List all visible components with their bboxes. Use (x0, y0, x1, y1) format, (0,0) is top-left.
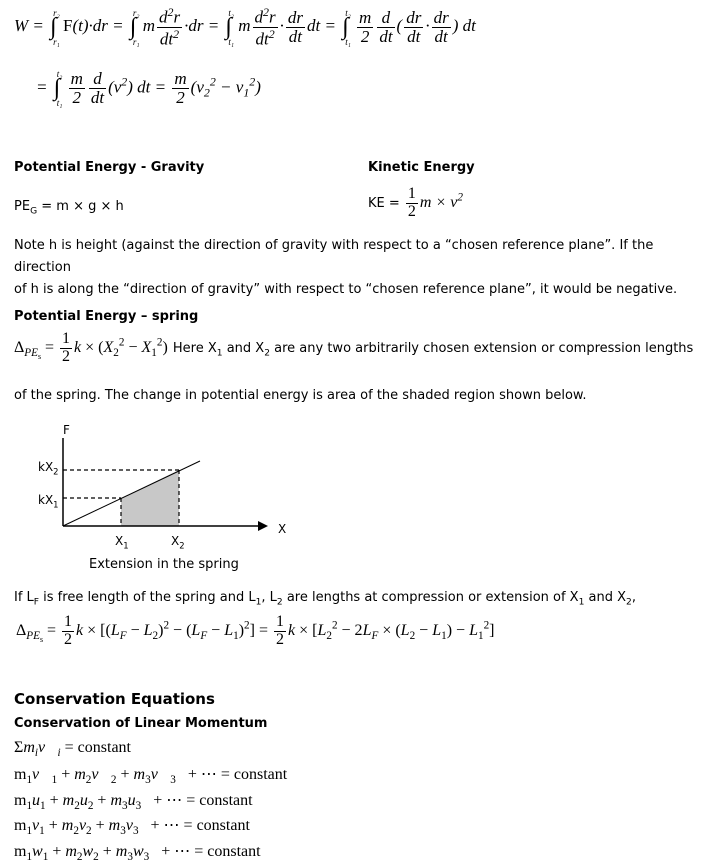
graph-x1-label: $X_1$ (115, 534, 129, 551)
work-energy-equation-line-1: W = ∫ r₂ r₁ F(t)·dr = ∫ r₂ r₁ m $\frac{d^2r}{dt^2}$ ·dr = ∫ t₂ t₁ m $\frac{d^2r}{dt^2}$ · $\frac{dr}{dt}$ dt = ∫ t₂ t₁ $\frac{m}{2}$ $\frac{d}{dt}$ ( $\frac{dr}{dt}$ · $\frac{dr}{dt}$ ) dt (14, 5, 476, 49)
shaded-energy-region (121, 470, 179, 526)
momentum-sum-equation: $\Sigma m_iv⃗_i$ = constant (14, 739, 131, 760)
momentum-v-equation: $m_1v_1 + m_2v_2 + m_3v_3$ + ⋯ = constant (14, 817, 250, 838)
momentum-u-equation: $m_1u_1 + m_2u_2 + m_3u_3$ + ⋯ = constant (14, 792, 253, 813)
spring-pe-description: Here $X_1$ and $X_2$ are any two arbitrarily chosen extension or compression lengths (172, 340, 694, 359)
heading-pe-spring: Potential Energy – spring (14, 309, 199, 324)
heading-linear-momentum: Conservation of Linear Momentum (14, 716, 268, 731)
graph-caption: Extension in the spring (89, 557, 239, 572)
spring-force-graph (20, 420, 320, 580)
graph-x2-label: $X_2$ (171, 534, 185, 551)
pe-gravity-formula: $PE_G = m \times g \times h$ (14, 199, 124, 217)
spring-pe-formula-line (14, 331, 693, 366)
graph-kx1-label: $kX_1$ (38, 493, 59, 510)
spring-pe-description-line-2: of the spring. The change in potential energy is area of the shaded region shown below. (14, 388, 587, 403)
work-energy-equation-line-2: = ∫ t₂ t₁ $\frac{m}{2}$ $\frac{d}{dt}$ $(v^2)$ dt = $\frac{m}{2}$ $(v_2^2 - v_1^2)$ (36, 68, 261, 108)
free-length-description: If $L_F$ is free length of the spring and $L_1$, $L_2$ are lengths at compression or extension of $X_1$ and $X_2$, (14, 590, 636, 608)
momentum-w-equation: $m_1w_1 + m_2w_2 + m_3w_3$ + ⋯ = constant (14, 843, 261, 864)
spring-pe-free-length-formula: $\Delta_{PE_s}$ = $\frac{1}{2}$ $k \times [(L_F - L_2)^2 - (L_F - L_1)^2]$ = $\frac{1}{2}$ $k \times [L_2^2 - 2L_F \times (L_2 - L_1) - L_1^2]$ (16, 613, 495, 648)
note-height: Note h is height (against the direction of gravity with respect to a “chosen reference plane”. If the direction of h is along the “direction of gravity” with respect to “chosen reference plane”, it would be negative. (14, 238, 678, 297)
spring-pe-formula: $\Delta_{PE_s}$ = $\frac{1}{2}$ $k \times (X_2^2 - X_1^2)$ (14, 330, 168, 365)
heading-kinetic-energy: Kinetic Energy (368, 160, 475, 175)
graph-y-label: F (63, 423, 70, 437)
graph-kx2-label: $kX_2$ (38, 460, 59, 477)
momentum-vector-equation: $m_1v⃗_1$ + $m_2v⃗_2$ + $m_3v⃗_3$ + ⋯ = constant (14, 766, 288, 787)
kinetic-energy-formula: KE = $\frac{1}{2}$ $m \times v^2$ (368, 185, 463, 220)
graph-x-label: X (278, 522, 287, 536)
heading-pe-gravity: Potential Energy - Gravity (14, 160, 205, 175)
heading-conservation-equations: Conservation Equations (14, 690, 215, 708)
